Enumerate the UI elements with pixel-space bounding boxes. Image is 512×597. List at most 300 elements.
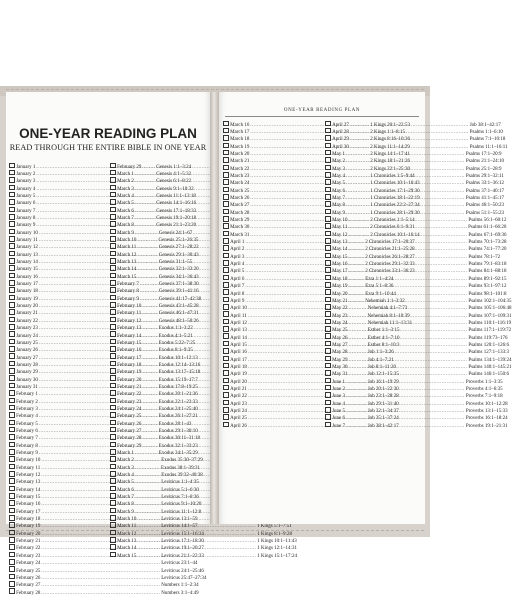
checkbox-icon[interactable] — [9, 258, 15, 264]
reading-date: February 29 — [117, 164, 142, 170]
reading-date: March 11 — [117, 245, 137, 251]
checkbox-icon[interactable] — [110, 170, 116, 176]
checkbox-icon[interactable] — [9, 500, 15, 506]
reading-date: February 25 — [117, 414, 142, 420]
reading-passage: Ezra 5:1–8:36 — [365, 284, 394, 290]
checkbox-icon[interactable] — [9, 530, 15, 536]
checkbox-icon[interactable] — [223, 143, 229, 149]
checkbox-icon[interactable] — [9, 236, 15, 242]
reading-date: April 15 — [230, 342, 247, 348]
reading-date: February 1 — [16, 392, 38, 398]
reading-date: March 8 — [117, 223, 134, 229]
reading-passage: Exodus 32:1–33:23 — [158, 443, 198, 449]
reading-passage: Psalms 33:1–36:12 — [465, 181, 505, 187]
dot-leader — [41, 560, 160, 567]
checkbox-icon[interactable] — [325, 392, 331, 398]
checkbox-icon[interactable] — [325, 135, 331, 141]
reading-entry — [110, 346, 209, 353]
checkbox-icon[interactable] — [325, 128, 331, 134]
reading-entry — [110, 360, 209, 367]
checkbox-icon[interactable] — [325, 282, 331, 288]
checkbox-icon[interactable] — [9, 405, 15, 411]
checkbox-icon[interactable] — [223, 282, 229, 288]
checkbox-icon[interactable] — [110, 471, 116, 477]
reading-date: January 7 — [16, 208, 36, 214]
checkbox-icon[interactable] — [9, 339, 15, 345]
reading-passage: Genesis 41:17–42:38 — [158, 296, 202, 302]
reading-date: February 2 — [16, 399, 38, 405]
checkbox-icon[interactable] — [325, 187, 331, 193]
dot-leader — [346, 151, 465, 158]
checkbox-icon[interactable] — [223, 378, 229, 384]
checkbox-icon[interactable] — [223, 260, 229, 266]
checkbox-icon[interactable] — [9, 207, 15, 213]
reading-passage: Leviticus 21:1–22:33 — [161, 553, 204, 559]
reading-passage: Genesis 46:1–47:31 — [158, 311, 199, 317]
reading-entry — [110, 544, 297, 552]
checkbox-icon[interactable] — [325, 165, 331, 171]
reading-passage: 1 Chronicles 28:1–29:30 — [370, 210, 420, 216]
checkbox-icon[interactable] — [9, 515, 15, 521]
checkbox-icon[interactable] — [110, 478, 116, 484]
reading-date: April 24 — [230, 409, 247, 414]
checkbox-icon[interactable] — [110, 346, 116, 352]
reading-date: February 28 — [16, 590, 41, 596]
reading-entry — [325, 406, 508, 414]
checkbox-icon[interactable] — [325, 275, 331, 281]
reading-entry — [110, 228, 209, 235]
checkbox-icon[interactable] — [110, 449, 116, 455]
checkbox-icon[interactable] — [223, 356, 229, 362]
checkbox-icon[interactable] — [325, 333, 331, 339]
checkbox-icon[interactable] — [223, 370, 229, 376]
reading-passage: Psalms 110:1–116:19 — [468, 320, 512, 326]
reading-date: February 8 — [16, 443, 38, 449]
checkbox-icon[interactable] — [223, 121, 229, 127]
checkbox-icon[interactable] — [223, 311, 229, 317]
checkbox-icon[interactable] — [110, 214, 116, 220]
checkbox-icon[interactable] — [9, 398, 15, 404]
reading-passage: Genesis 6:1–8:22 — [156, 179, 192, 185]
checkbox-icon[interactable] — [9, 478, 15, 484]
dot-leader — [346, 415, 465, 422]
checkbox-icon[interactable] — [9, 588, 15, 594]
checkbox-icon[interactable] — [110, 420, 116, 426]
checkbox-icon[interactable] — [223, 231, 229, 237]
checkbox-icon[interactable] — [110, 163, 116, 169]
checkbox-icon[interactable] — [9, 574, 15, 580]
checkbox-icon[interactable] — [110, 265, 116, 271]
checkbox-icon[interactable] — [223, 275, 229, 281]
checkbox-icon[interactable] — [110, 185, 116, 191]
checkbox-icon[interactable] — [223, 348, 229, 354]
checkbox-icon[interactable] — [110, 464, 116, 470]
checkbox-icon[interactable] — [325, 370, 331, 376]
checkbox-icon[interactable] — [325, 253, 331, 259]
checkbox-icon[interactable] — [9, 192, 15, 198]
checkbox-icon[interactable] — [9, 265, 15, 271]
checkbox-icon[interactable] — [9, 251, 15, 257]
reading-passage: Genesis 9:1–10:32 — [156, 186, 194, 192]
checkbox-icon[interactable] — [9, 243, 15, 249]
reading-passage: Genesis 39:1–41:16 — [158, 289, 199, 295]
reading-date: April 4 — [230, 262, 245, 268]
checkbox-icon[interactable] — [223, 304, 229, 310]
reading-date: January 6 — [16, 201, 36, 207]
checkbox-icon[interactable] — [110, 295, 116, 301]
checkbox-icon[interactable] — [9, 295, 15, 301]
checkbox-icon[interactable] — [110, 500, 116, 506]
checkbox-icon[interactable] — [110, 427, 116, 433]
reading-date: March 25 — [230, 188, 250, 194]
reading-date: January 31 — [16, 384, 38, 390]
checkbox-icon[interactable] — [9, 177, 15, 183]
reading-passage: Exodus 5:22–7:25 — [158, 340, 196, 346]
checkbox-icon[interactable] — [223, 245, 229, 251]
reading-date: January 19 — [16, 296, 38, 302]
checkbox-icon[interactable] — [9, 434, 15, 440]
checkbox-icon[interactable] — [110, 375, 116, 381]
reading-passage: 1 Chronicles 17:1–29:30 — [370, 188, 420, 194]
checkbox-icon[interactable] — [110, 331, 116, 337]
checkbox-icon[interactable] — [110, 552, 116, 558]
checkbox-icon[interactable] — [325, 378, 331, 384]
checkbox-icon[interactable] — [9, 368, 15, 374]
reading-passage: Proverbs 10:1–12:28 — [465, 401, 508, 407]
checkbox-icon[interactable] — [9, 302, 15, 308]
checkbox-icon[interactable] — [110, 339, 116, 345]
reading-date: March 14 — [117, 267, 137, 273]
checkbox-icon[interactable] — [110, 442, 116, 448]
reading-passage: Genesis 34:1–36:43 — [158, 274, 199, 280]
reading-entry — [110, 529, 292, 537]
checkbox-icon[interactable] — [110, 508, 116, 514]
checkbox-icon[interactable] — [9, 185, 15, 191]
dot-leader — [346, 408, 465, 415]
checkbox-icon[interactable] — [325, 201, 331, 207]
checkbox-icon[interactable] — [9, 353, 15, 359]
reading-entry — [325, 142, 508, 150]
reading-passage: Proverbs 1:1–3:35 — [465, 379, 503, 385]
reading-date: May 24 — [332, 320, 348, 326]
checkbox-icon[interactable] — [325, 348, 331, 354]
checkbox-icon[interactable] — [110, 221, 116, 227]
reading-entry — [325, 304, 512, 312]
dot-leader — [349, 371, 468, 378]
checkbox-icon[interactable] — [110, 177, 116, 183]
reading-passage: Leviticus 25:47–27:34 — [161, 575, 207, 581]
checkbox-icon[interactable] — [9, 199, 15, 205]
reading-entry — [325, 215, 507, 224]
checkbox-icon[interactable] — [110, 390, 116, 396]
checkbox-icon[interactable] — [110, 280, 116, 286]
reading-passage: Exodus 39:32–40:38 — [161, 473, 203, 479]
dot-leader — [346, 166, 465, 173]
checkbox-icon[interactable] — [325, 311, 331, 317]
checkbox-icon[interactable] — [110, 353, 116, 359]
reading-passage: Genesis 25:1–26:35 — [158, 238, 199, 244]
checkbox-icon[interactable] — [325, 150, 331, 156]
reading-entry — [110, 390, 209, 397]
checkbox-icon[interactable] — [9, 420, 15, 426]
reading-date: March 15 — [117, 274, 137, 280]
checkbox-icon[interactable] — [9, 427, 15, 433]
checkbox-icon[interactable] — [110, 243, 116, 249]
checkbox-icon[interactable] — [223, 238, 229, 244]
checkbox-icon[interactable] — [325, 407, 331, 413]
checkbox-icon[interactable] — [9, 346, 15, 352]
checkbox-icon[interactable] — [223, 194, 229, 200]
checkbox-icon[interactable] — [325, 179, 331, 185]
checkbox-icon[interactable] — [325, 209, 331, 215]
checkbox-icon[interactable] — [223, 209, 229, 215]
checkbox-icon[interactable] — [223, 385, 229, 391]
checkbox-icon[interactable] — [110, 368, 116, 374]
reading-passage: Psalms 74:1–77:20 — [468, 247, 507, 253]
checkbox-icon[interactable] — [325, 304, 331, 310]
checkbox-icon[interactable] — [223, 407, 229, 413]
checkbox-icon[interactable] — [325, 143, 331, 149]
checkbox-icon[interactable] — [325, 157, 331, 163]
checkbox-icon[interactable] — [223, 135, 229, 141]
checkbox-icon[interactable] — [110, 273, 116, 279]
reading-date: January 14 — [16, 260, 38, 266]
checkbox-icon[interactable] — [110, 361, 116, 367]
checkbox-icon[interactable] — [110, 486, 116, 492]
checkbox-icon[interactable] — [110, 258, 116, 264]
checkbox-icon[interactable] — [325, 172, 331, 178]
checkbox-icon[interactable] — [325, 422, 331, 428]
checkbox-icon[interactable] — [223, 333, 229, 339]
checkbox-icon[interactable] — [9, 442, 15, 448]
checkbox-icon[interactable] — [9, 383, 15, 389]
checkbox-icon[interactable] — [223, 319, 229, 325]
reading-date: April 29 — [332, 137, 349, 143]
checkbox-icon[interactable] — [223, 341, 229, 347]
reading-date: May 30 — [332, 364, 348, 370]
checkbox-icon[interactable] — [223, 223, 229, 229]
checkbox-icon[interactable] — [223, 201, 229, 207]
reading-date: January 26 — [16, 348, 38, 354]
checkbox-icon[interactable] — [9, 309, 15, 315]
checkbox-icon[interactable] — [9, 537, 15, 543]
checkbox-icon[interactable] — [223, 150, 229, 156]
reading-date: February 17 — [16, 509, 41, 515]
reading-entry — [325, 311, 512, 319]
reading-date: May 1 — [332, 151, 346, 157]
checkbox-icon[interactable] — [110, 434, 116, 440]
checkbox-icon[interactable] — [110, 199, 116, 205]
checkbox-icon[interactable] — [325, 341, 331, 347]
checkbox-icon[interactable] — [9, 317, 15, 323]
checkbox-icon[interactable] — [325, 216, 331, 222]
reading-entry — [110, 206, 209, 213]
dot-leader — [348, 224, 467, 231]
checkbox-icon[interactable] — [9, 324, 15, 330]
checkbox-icon[interactable] — [325, 326, 331, 332]
reading-date: February 22 — [16, 546, 41, 552]
checkbox-icon[interactable] — [223, 414, 229, 420]
checkbox-icon[interactable] — [325, 223, 331, 229]
checkbox-icon[interactable] — [325, 121, 331, 127]
reading-date: March 13 — [117, 260, 137, 266]
checkbox-icon[interactable] — [9, 170, 15, 176]
checkbox-icon[interactable] — [9, 581, 15, 587]
checkbox-icon[interactable] — [9, 375, 15, 381]
reading-date: May 11 — [332, 225, 348, 231]
checkbox-icon[interactable] — [223, 172, 229, 178]
checkbox-icon[interactable] — [325, 245, 331, 251]
checkbox-icon[interactable] — [9, 559, 15, 565]
checkbox-icon[interactable] — [325, 238, 331, 244]
checkbox-icon[interactable] — [110, 251, 116, 257]
checkbox-icon[interactable] — [9, 508, 15, 514]
reading-date: April 16 — [230, 350, 247, 356]
checkbox-icon[interactable] — [9, 361, 15, 367]
checkbox-icon[interactable] — [110, 236, 116, 242]
checkbox-icon[interactable] — [325, 319, 331, 325]
reading-passage: Leviticus 11:1–12:8 — [161, 509, 202, 515]
checkbox-icon[interactable] — [9, 229, 15, 235]
reading-entry — [325, 186, 505, 194]
reading-date: March 23 — [230, 174, 250, 179]
checkbox-icon[interactable] — [9, 566, 15, 572]
checkbox-icon[interactable] — [110, 537, 116, 543]
checkbox-icon[interactable] — [9, 280, 15, 286]
checkbox-icon[interactable] — [110, 302, 116, 308]
checkbox-icon[interactable] — [9, 449, 15, 455]
checkbox-icon[interactable] — [110, 309, 116, 315]
reading-passage: Psalms 127:1–133:3 — [468, 350, 510, 356]
checkbox-icon[interactable] — [325, 231, 331, 237]
reading-date: May 15 — [332, 254, 348, 260]
dot-leader — [41, 568, 160, 575]
reading-entry — [325, 201, 505, 209]
checkbox-icon[interactable] — [223, 267, 229, 273]
reading-date: January 9 — [16, 223, 36, 229]
checkbox-icon[interactable] — [9, 456, 15, 462]
reading-passage: 2 Chronicles 10:1–16:14 — [370, 232, 420, 238]
checkbox-icon[interactable] — [9, 214, 15, 220]
checkbox-icon[interactable] — [9, 273, 15, 279]
checkbox-icon[interactable] — [223, 289, 229, 295]
checkbox-icon[interactable] — [223, 297, 229, 303]
checkbox-icon[interactable] — [110, 383, 116, 389]
checkbox-icon[interactable] — [9, 493, 15, 499]
checkbox-icon[interactable] — [9, 544, 15, 550]
checkbox-icon[interactable] — [9, 221, 15, 227]
reading-passage: 2 Kings 1:1–8:15 — [370, 129, 405, 135]
checkbox-icon[interactable] — [223, 216, 229, 222]
reading-date: March 28 — [230, 210, 250, 216]
checkbox-icon[interactable] — [110, 412, 116, 418]
reading-passage: Exodus 29:1–30:10 — [158, 428, 198, 434]
checkbox-icon[interactable] — [9, 552, 15, 558]
checkbox-icon[interactable] — [110, 515, 116, 521]
checkbox-icon[interactable] — [110, 493, 116, 499]
checkbox-icon[interactable] — [110, 398, 116, 404]
checkbox-icon[interactable] — [9, 390, 15, 396]
reading-passage: Exodus 12:14–13:16 — [158, 362, 201, 368]
reading-passage: Psalms 7:1–10:18 — [469, 137, 506, 143]
reading-passage: Psalms 70:1–73:28 — [468, 240, 507, 246]
checkbox-icon[interactable] — [325, 297, 331, 303]
checkbox-icon[interactable] — [110, 456, 116, 462]
checkbox-icon[interactable] — [325, 194, 331, 200]
checkbox-icon[interactable] — [223, 187, 229, 193]
checkbox-icon[interactable] — [223, 179, 229, 185]
checkbox-icon[interactable] — [9, 331, 15, 337]
checkbox-icon[interactable] — [223, 157, 229, 163]
reading-date: January 21 — [16, 311, 38, 317]
checkbox-icon[interactable] — [223, 253, 229, 259]
reading-entry — [325, 399, 508, 407]
reading-passage: Genesis 24:1–67 — [158, 230, 193, 236]
reading-entry — [325, 282, 507, 290]
checkbox-icon[interactable] — [110, 317, 116, 323]
checkbox-icon[interactable] — [223, 165, 229, 171]
checkbox-icon[interactable] — [325, 289, 331, 295]
reading-passage: Job 12:1–15:35 — [367, 372, 399, 378]
checkbox-icon[interactable] — [110, 522, 116, 528]
checkbox-icon[interactable] — [223, 392, 229, 398]
checkbox-icon[interactable] — [325, 260, 331, 266]
reading-passage: Psalms 29:1–32:11 — [465, 174, 504, 179]
checkbox-icon[interactable] — [325, 400, 331, 406]
reading-date: March 10 — [117, 238, 137, 244]
checkbox-icon[interactable] — [9, 522, 15, 528]
checkbox-icon[interactable] — [9, 287, 15, 293]
dot-leader — [346, 202, 465, 209]
dot-leader — [349, 349, 468, 356]
checkbox-icon[interactable] — [223, 400, 229, 406]
checkbox-icon[interactable] — [110, 530, 116, 536]
checkbox-icon[interactable] — [110, 287, 116, 293]
checkbox-icon[interactable] — [223, 326, 229, 332]
reading-entry — [325, 392, 503, 400]
checkbox-icon[interactable] — [110, 544, 116, 550]
reading-passage: Job 38:1–42:17 — [469, 122, 501, 128]
checkbox-icon[interactable] — [325, 356, 331, 362]
checkbox-icon[interactable] — [110, 405, 116, 411]
checkbox-icon[interactable] — [110, 192, 116, 198]
checkbox-icon[interactable] — [9, 412, 15, 418]
checkbox-icon[interactable] — [223, 363, 229, 369]
checkbox-icon[interactable] — [223, 128, 229, 134]
reading-entry — [325, 384, 503, 392]
checkbox-icon[interactable] — [9, 486, 15, 492]
reading-entry — [325, 252, 501, 260]
reading-date: May 31 — [332, 372, 348, 378]
reading-date: January 8 — [16, 216, 36, 221]
reading-date: February 28 — [117, 436, 142, 442]
dot-leader — [349, 342, 468, 349]
checkbox-icon[interactable] — [9, 163, 15, 169]
checkbox-icon[interactable] — [9, 471, 15, 477]
checkbox-icon[interactable] — [110, 229, 116, 235]
reading-entry — [325, 179, 505, 187]
checkbox-icon[interactable] — [325, 363, 331, 369]
checkbox-icon[interactable] — [9, 464, 15, 470]
checkbox-icon[interactable] — [325, 414, 331, 420]
checkbox-icon[interactable] — [110, 324, 116, 330]
reading-entry — [9, 559, 198, 567]
checkbox-icon[interactable] — [223, 422, 229, 428]
checkbox-icon[interactable] — [325, 267, 331, 273]
reading-passage: Job 16:1–19:29 — [367, 379, 399, 385]
checkbox-icon[interactable] — [110, 207, 116, 213]
checkbox-icon[interactable] — [325, 385, 331, 391]
